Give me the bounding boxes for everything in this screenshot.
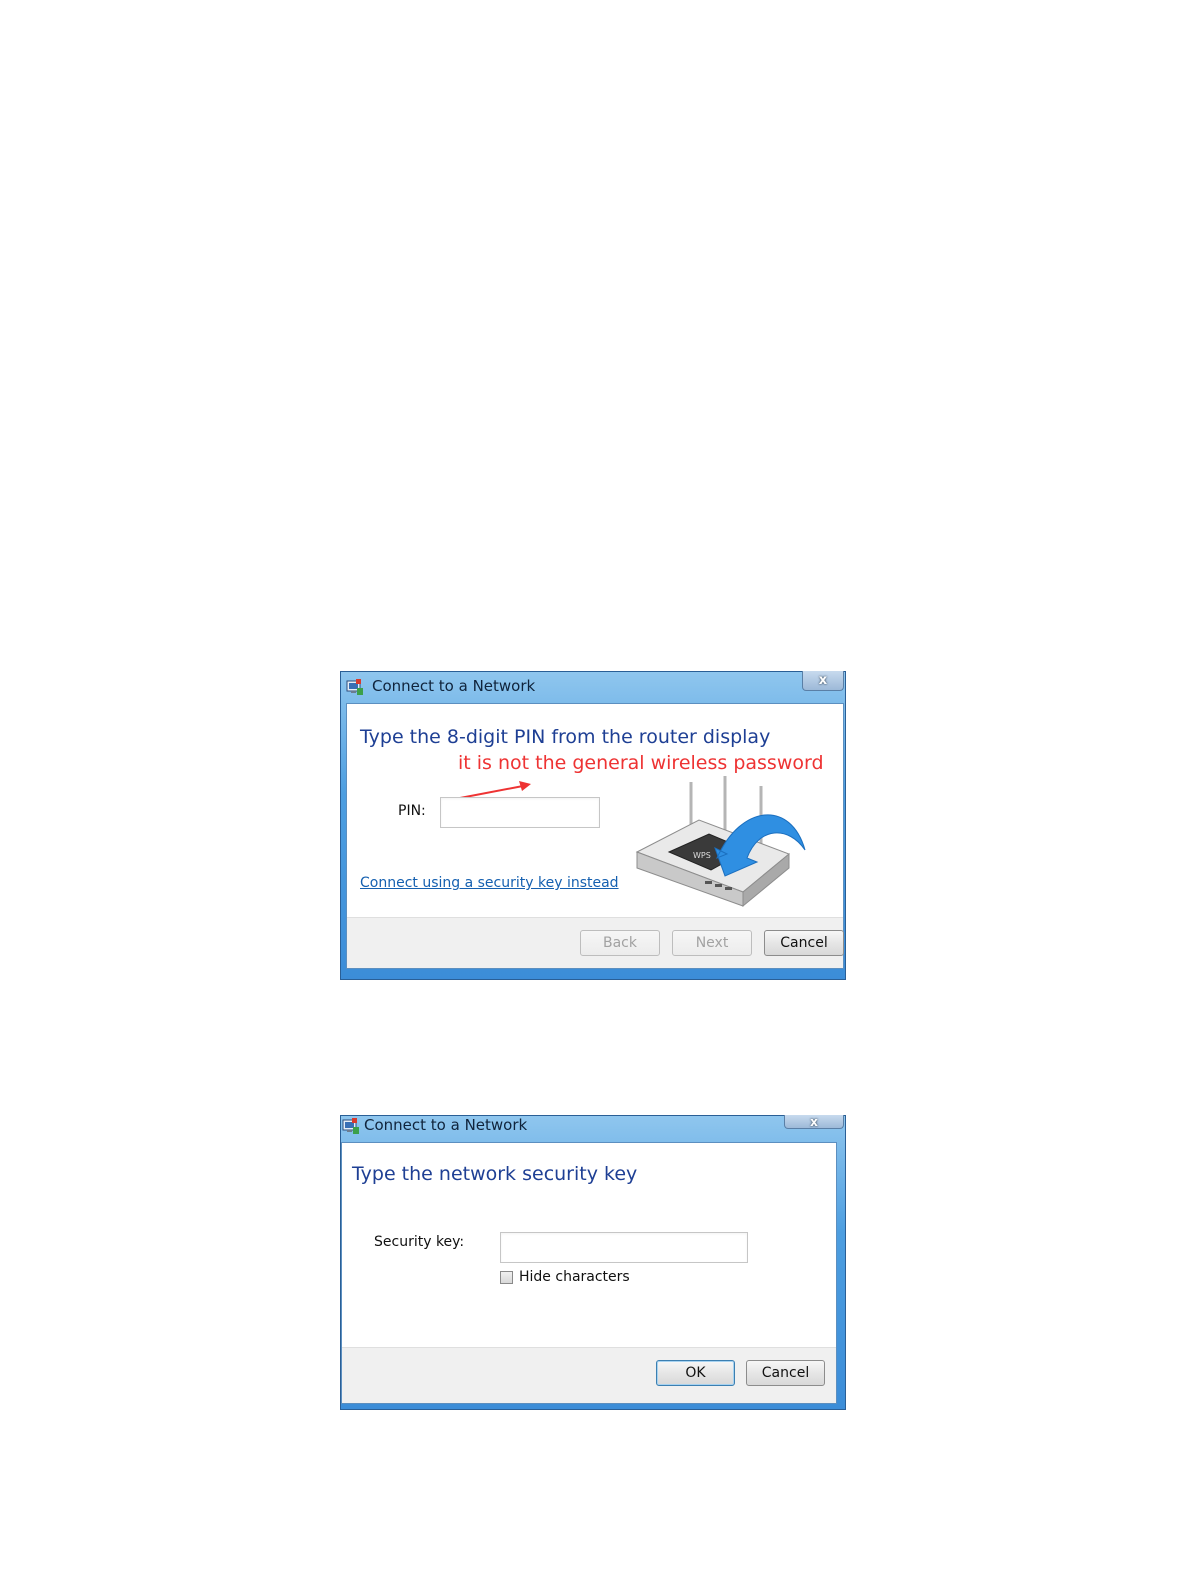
close-button[interactable] bbox=[802, 671, 844, 691]
dialog-heading: Type the network security key bbox=[352, 1163, 638, 1185]
title-bar bbox=[340, 1115, 846, 1143]
dialog-content bbox=[346, 703, 844, 969]
connect-network-pin-dialog bbox=[340, 671, 846, 980]
network-wizard-icon bbox=[346, 678, 364, 696]
hide-characters-label[interactable]: Hide characters bbox=[519, 1269, 630, 1285]
cancel-button[interactable]: Cancel bbox=[764, 930, 844, 956]
ok-button[interactable]: OK bbox=[656, 1360, 735, 1386]
security-key-label: Security key: bbox=[374, 1234, 465, 1250]
title-bar bbox=[340, 671, 846, 703]
security-key-input[interactable] bbox=[500, 1232, 748, 1263]
window-title: Connect to a Network bbox=[364, 1116, 528, 1134]
pin-input[interactable] bbox=[440, 797, 600, 828]
router-illustration bbox=[629, 774, 815, 934]
router-wps-label: WPS bbox=[693, 851, 711, 860]
close-button[interactable] bbox=[784, 1115, 844, 1129]
window-title: Connect to a Network bbox=[372, 677, 536, 695]
security-key-link[interactable]: Connect using a security key instead bbox=[360, 875, 619, 891]
network-wizard-icon bbox=[342, 1117, 360, 1135]
close-icon: x bbox=[818, 673, 828, 688]
dialog-footer bbox=[342, 1347, 836, 1403]
pin-label: PIN: bbox=[398, 803, 426, 819]
close-icon: x bbox=[810, 1114, 818, 1129]
connect-network-key-dialog bbox=[340, 1115, 846, 1410]
dialog-footer bbox=[347, 917, 843, 968]
cancel-button[interactable]: Cancel bbox=[746, 1360, 825, 1386]
hide-characters-checkbox[interactable] bbox=[500, 1271, 513, 1284]
back-button[interactable]: Back bbox=[580, 930, 660, 956]
next-button[interactable]: Next bbox=[672, 930, 752, 956]
dialog-heading: Type the 8-digit PIN from the router display bbox=[360, 726, 771, 748]
dialog-content bbox=[341, 1142, 837, 1404]
annotation-note: it is not the general wireless password bbox=[458, 752, 824, 774]
